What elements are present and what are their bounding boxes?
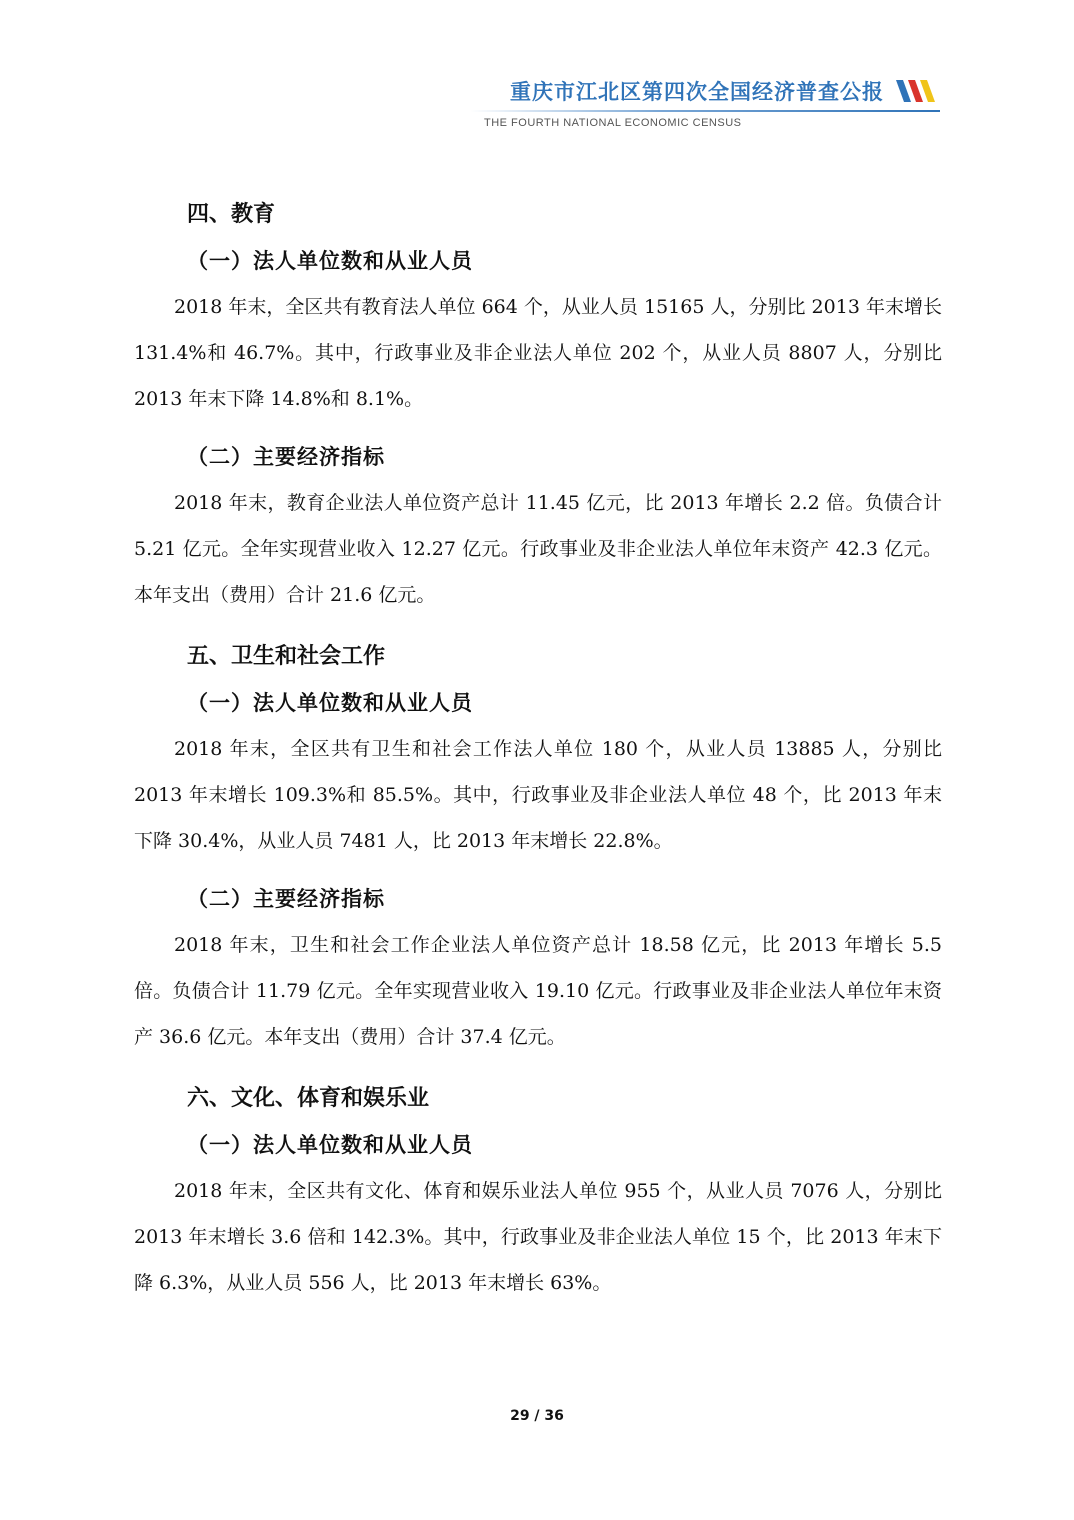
header-title: 重庆市江北区第四次全国经济普查公报 [510, 79, 884, 104]
subsection-title: （一）法人单位数和从业人员 [187, 690, 473, 715]
logo-stripe-red [908, 80, 923, 102]
logo-stripe-yellow [920, 80, 935, 102]
subsection-title: （一）法人单位数和从业人员 [187, 1132, 473, 1157]
subsection-title: （二）主要经济指标 [187, 886, 385, 911]
subsection-title: （一）法人单位数和从业人员 [187, 248, 473, 273]
page-number: 29 / 36 [510, 1408, 564, 1424]
paragraph: 2018 年末，全区共有卫生和社会工作法人单位 180 个，从业人员 13885 人，分别比 2013 年末增长 109.3%和 85.5%。其中，行政事业及非企业法人单位 48 个，比 2013 年末下降 30.4%，从业人员 7481 人，比 2013 年末增长 22.8%。 [134, 738, 942, 852]
section-title: 四、教育 [187, 202, 276, 227]
census-logo-icon [894, 78, 940, 104]
paragraph: 2018 年末，教育企业法人单位资产总计 11.45 亿元，比 2013 年增长 2.2 倍。负债合计 5.21 亿元。全年实现营业收入 12.27 亿元。行政事业及非企业法人单位年末资产 42.3 亿元。本年支出（费用）合计 21.6 亿元。 [134, 492, 942, 606]
section-title: 六、文化、体育和娱乐业 [187, 1086, 430, 1111]
subsection-title: （二）主要经济指标 [187, 444, 385, 469]
header-divider [470, 110, 940, 112]
paragraph: 2018 年末，全区共有文化、体育和娱乐业法人单位 955 个，从业人员 7076 人，分别比 2013 年末增长 3.6 倍和 142.3%。其中，行政事业及非企业法人单位 15 个，比 2013 年末下降 6.3%，从业人员 556 人，比 2013 年末增长 63%。 [134, 1180, 942, 1294]
logo-stripe-blue [896, 80, 911, 102]
header-subtitle: THE FOURTH NATIONAL ECONOMIC CENSUS [484, 117, 742, 129]
document-body [134, 192, 942, 1306]
section-title: 五、卫生和社会工作 [187, 644, 386, 669]
paragraph: 2018 年末，卫生和社会工作企业法人单位资产总计 18.58 亿元，比 2013 年增长 5.5 倍。负债合计 11.79 亿元。全年实现营业收入 19.10 亿元。行政事业及非企业法人单位年末资产 36.6 亿元。本年支出（费用）合计 37.4 亿元。 [134, 934, 942, 1048]
paragraph: 2018 年末，全区共有教育法人单位 664 个，从业人员 15165 人，分别比 2013 年末增长 131.4%和 46.7%。其中，行政事业及非企业法人单位 202 个，从业人员 8807 人，分别比 2013 年末下降 14.8%和 8.1%。 [134, 296, 942, 410]
